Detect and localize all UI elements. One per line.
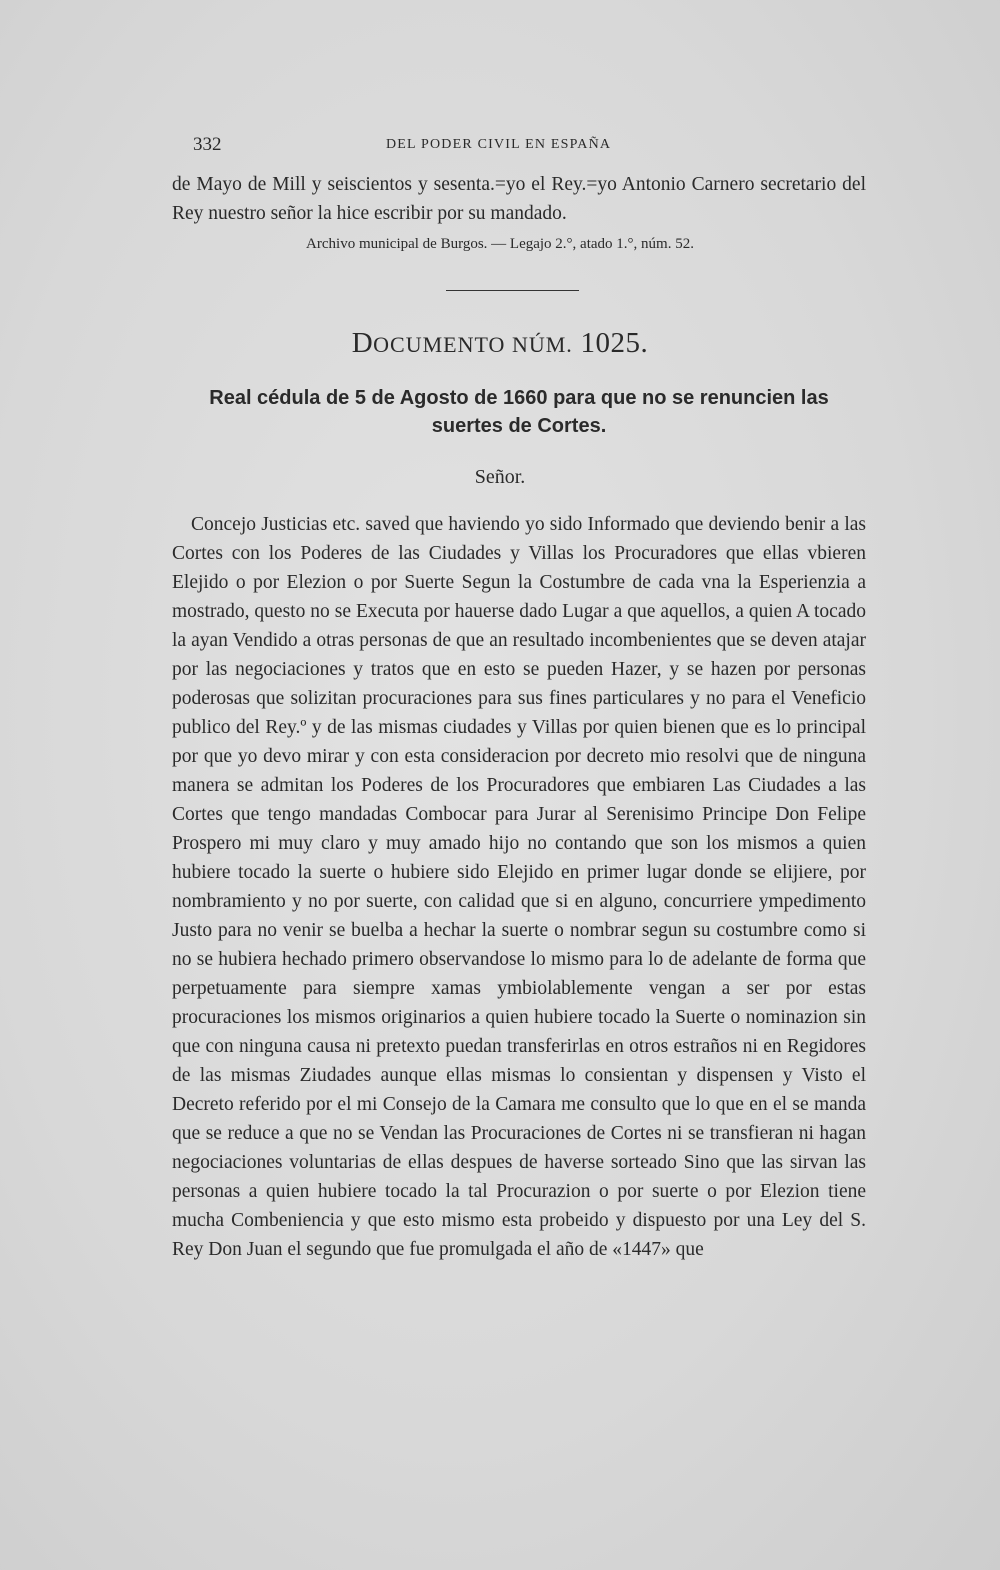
running-head: DEL PODER CIVIL EN ESPAÑA xyxy=(386,137,612,152)
archive-citation: Archivo municipal de Burgos. — Legajo 2.°, atado 1.°, núm. 52. xyxy=(306,236,694,252)
document-heading: DOCUMENTO NÚM. 1025. xyxy=(351,327,649,359)
section-divider xyxy=(446,290,579,291)
document-title: Real cédula de 5 de Agosto de 1660 para que no se renuncien las suertes de Cortes. xyxy=(209,387,829,437)
salutation: Señor. xyxy=(474,466,526,488)
document-body: Concejo Justicias etc. saved que haviendo yo sido Informado que deviendo benir a las Cortes con los Poderes de las Ciudades y Villas los Procuradores que ellas vbieren Elejido o por Elezion o por Suerte Segun la Costumbre de cada vna la Esperienzia a mostrado, questo no se Executa por hauerse dado Lugar a que aquellos, a quien A tocado la ayan Vendido a otras personas de que an resultado incombenientes que se deven atajar por las negociaciones y tratos que en esto se pueden Hazer, y se hazen por personas poderosas que solizitan procuraciones para sus fines particulares y no para el Veneficio publico del Rey.º y de las mismas ciudades y Villas por quien bienen que es lo principal por que yo devo mirar y con esta consideracion por decreto mio resolvi que de ninguna manera se admitan los Poderes de los Procuradores que embiaren Las Ciudades a las Cortes que tengo mandadas Combocar para Jurar al Serenisimo Principe Don Felipe Prospero mi muy claro y muy amado hijo no contando que son los mismos a quien hubiere tocado la suerte o hubiere sido Elejido en primer lugar donde se elijiere, por nombramiento y no por suerte, con calidad que si en alguno, concurriere ympedimento Justo para no venir se buelba a hechar la suerte o nombrar segun su costumbre como si no se hubiera hechado primero observandose lo mismo para lo de adelante de forma que perpetuamente para siempre xamas ymbiolablemente vengan a ser por estas procuraciones los mismos originarios a quien hubiere tocado la Suerte o nominazion sin que con ninguna causa ni pretexto puedan transferirlas en otros estraños ni en Regidores de las mismas Ziudades aunque ellas mismas lo consientan y dispensen y Visto el Decreto referido por el mi Consejo de la Camara me consulto que lo que en el se manda que se reduce a que no se Vendan las Procuraciones de Cortes ni se transfieran ni hagan negociaciones voluntarias de ellas despues de haverse sorteado Sino que las sirvan las personas a quien hubiere tocado la tal Procurazion o por suerte o por Elezion tiene mucha Combeniencia y que esto mismo esta probeido y dispuesto por una Ley del S. Rey Don Juan el segundo que fue promulgada el año de «1447» que xyxy=(172,514,866,1260)
page-number: 332 xyxy=(193,134,222,155)
intro-paragraph: de Mayo de Mill y seiscientos y sesenta.=yo el Rey.=yo Antonio Carnero secretario del Rey nuestro señor la hice escribir por su mandado. xyxy=(172,174,866,224)
page-header xyxy=(193,134,645,158)
